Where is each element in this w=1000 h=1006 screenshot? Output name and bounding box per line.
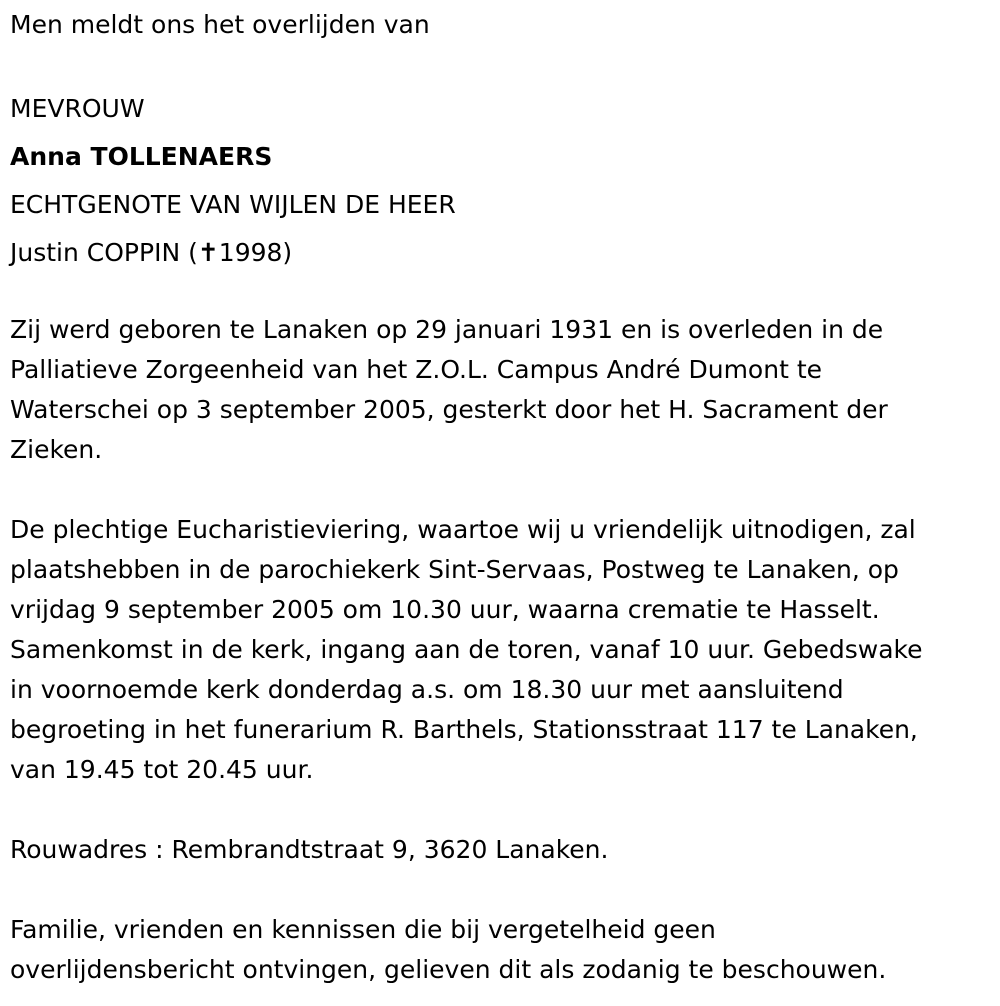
- paragraph-line: begroeting in het funerarium R. Barthels, Stationsstraat 117 te Lanaken,: [10, 715, 918, 744]
- paragraph-line: De plechtige Eucharistieviering, waartoe wij u vriendelijk uitnodigen, zal: [10, 515, 916, 544]
- paragraph-line: overlijdensbericht ontvingen, gelieven dit als zodanig te beschouwen.: [10, 955, 887, 984]
- ceremony-paragraph: [10, 510, 923, 790]
- mourning-address: [10, 830, 608, 870]
- paragraph-line: plaatshebben in de parochiekerk Sint-Servaas, Postweg te Lanaken, op: [10, 555, 899, 584]
- paragraph-line: Zij werd geboren te Lanaken op 29 januari 1931 en is overleden in de: [10, 315, 884, 344]
- deceased-header: [10, 85, 456, 277]
- paragraph-line: vrijdag 9 september 2005 om 10.30 uur, waarna crematie te Hasselt.: [10, 595, 880, 624]
- honorific-title: MEVROUW: [10, 94, 145, 123]
- intro-text: Men meldt ons het overlijden van: [10, 10, 430, 39]
- paragraph-line: Palliatieve Zorgeenheid van het Z.O.L. Campus André Dumont te: [10, 355, 822, 384]
- paragraph-line: Waterschei op 3 september 2005, gesterkt door het H. Sacrament der: [10, 395, 888, 424]
- intro-line: [10, 5, 430, 45]
- paragraph-line: Familie, vrienden en kennissen die bij vergetelheid geen: [10, 915, 716, 944]
- address-text: Rouwadres : Rembrandtstraat 9, 3620 Lanaken.: [10, 835, 609, 864]
- paragraph-line: Zieken.: [10, 435, 103, 464]
- relation-line: ECHTGENOTE VAN WIJLEN DE HEER: [10, 190, 456, 219]
- paragraph-line: van 19.45 tot 20.45 uur.: [10, 755, 314, 784]
- birth-death-paragraph: [10, 310, 888, 470]
- spouse-line: Justin COPPIN (✝1998): [10, 238, 293, 267]
- deceased-name: Anna TOLLENAERS: [10, 142, 273, 171]
- paragraph-line: Samenkomst in de kerk, ingang aan de toren, vanaf 10 uur. Gebedswake: [10, 635, 923, 664]
- closing-paragraph: [10, 910, 886, 990]
- paragraph-line: in voornoemde kerk donderdag a.s. om 18.30 uur met aansluitend: [10, 675, 844, 704]
